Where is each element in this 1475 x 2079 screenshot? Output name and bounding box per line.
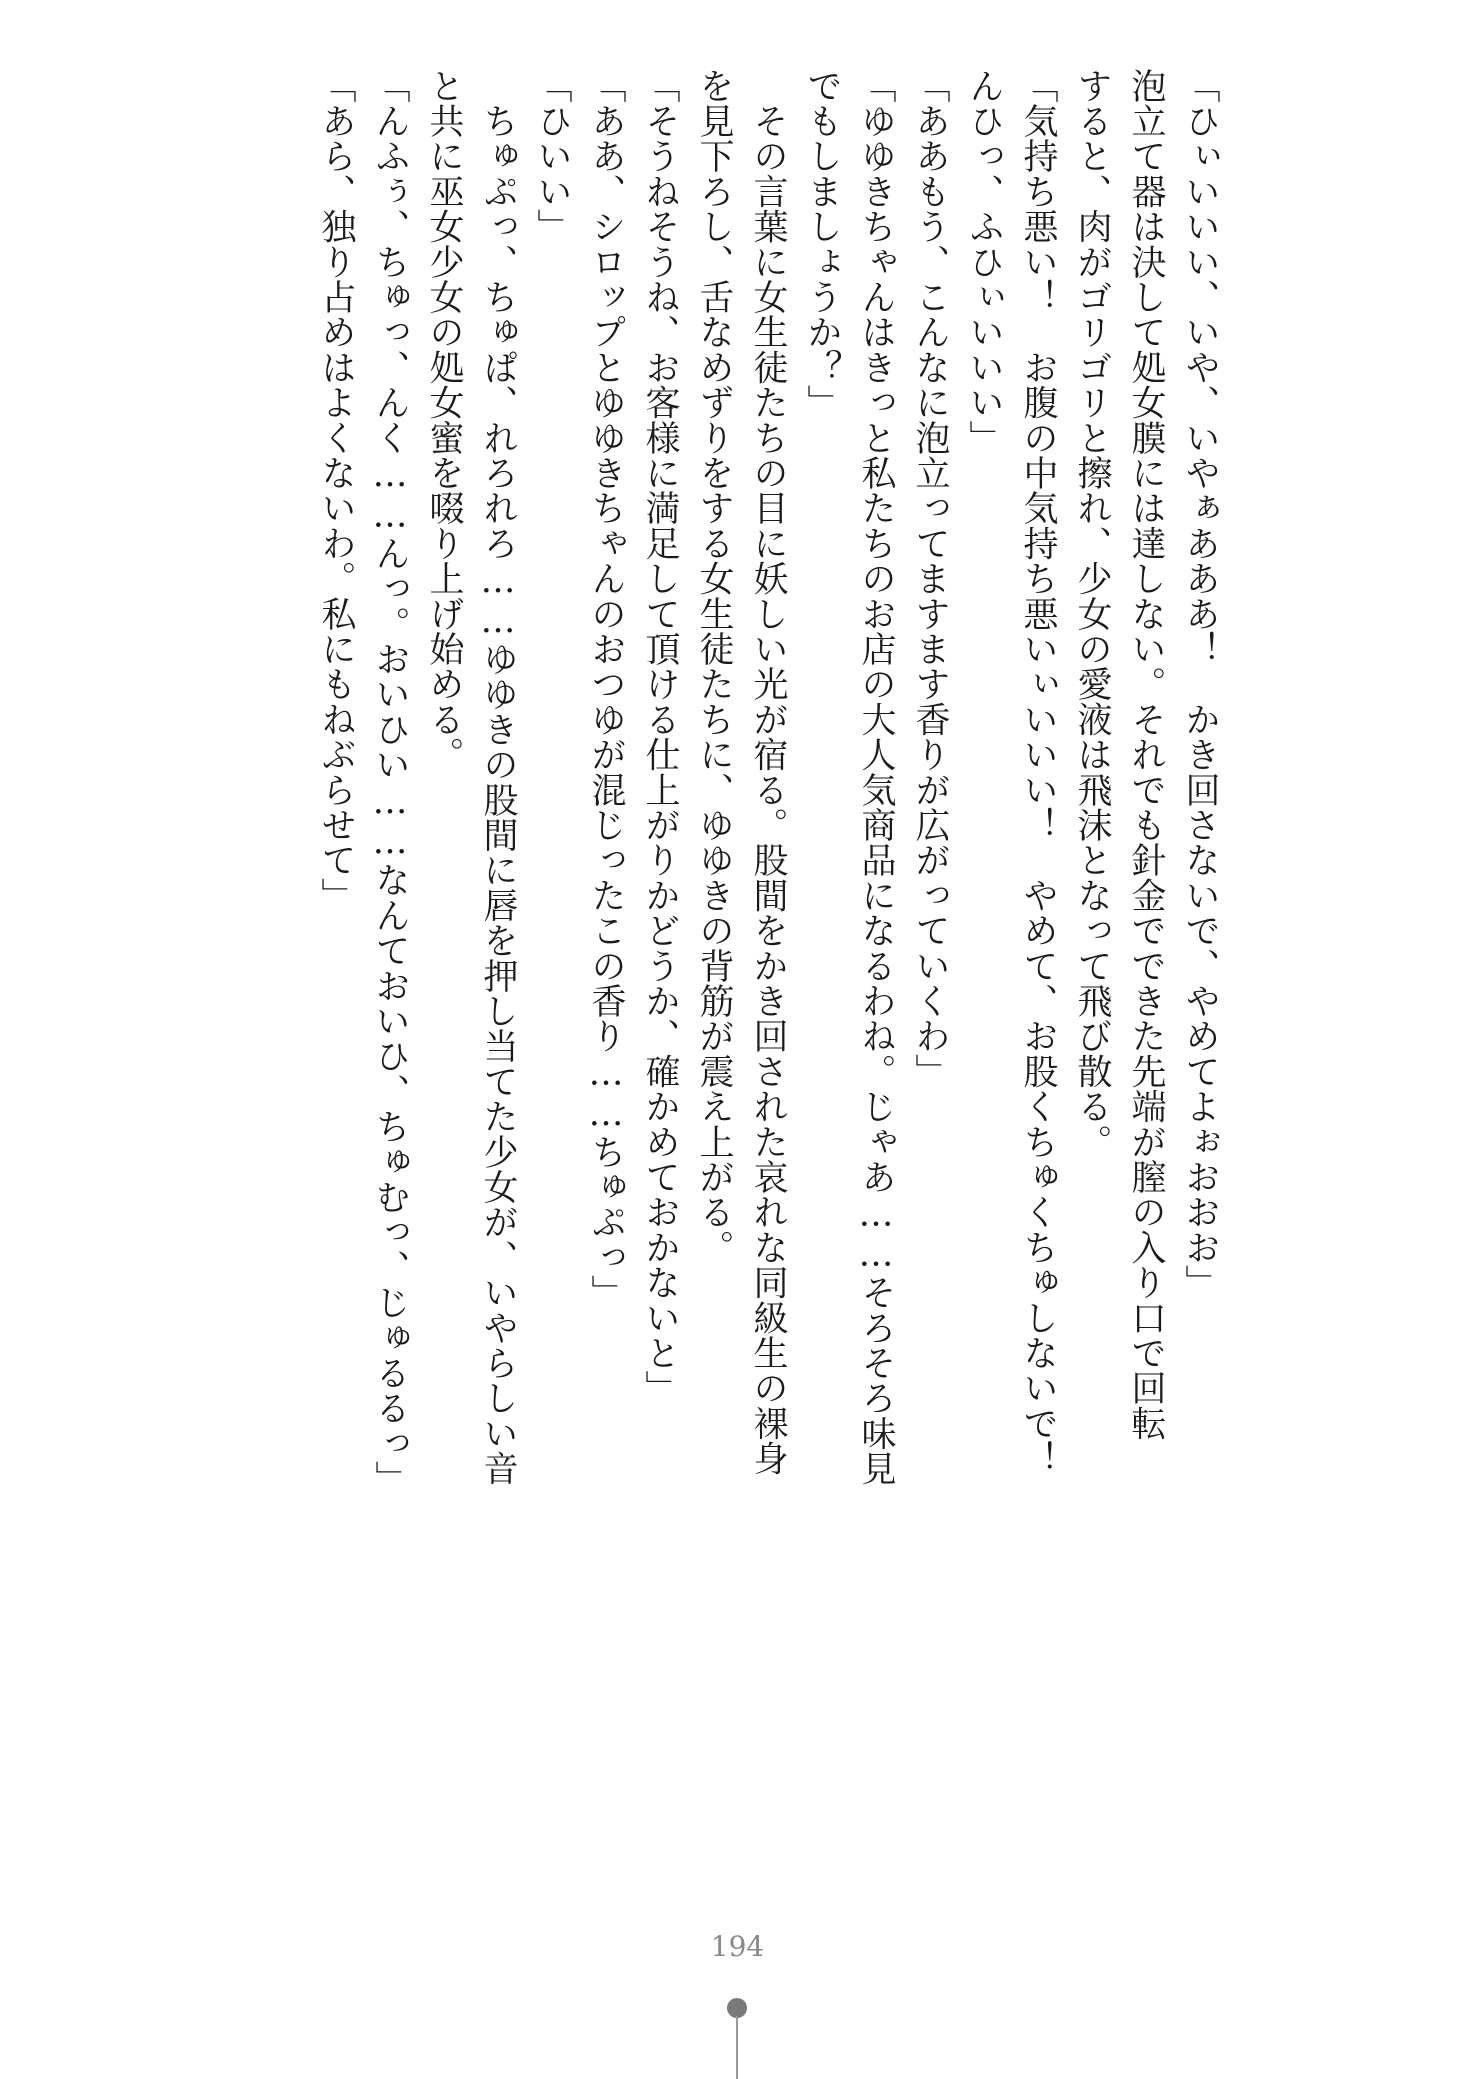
vertical-body-text: [309, 68, 1227, 1788]
text-line: すると、肉がゴリゴリと擦れ、少女の愛液は飛沫となって飛び散る。: [1072, 68, 1112, 1160]
text-line: 「ゆゆきちゃんはきっと私たちのお店の大人気商品になるわね。じゃあ……そろそろ味見: [856, 68, 896, 1486]
text-line: その言葉に女生徒たちの目に妖しい光が宿る。股間をかき回された哀れな同級生の裸身: [748, 68, 788, 1476]
text-line: と共に巫女少女の処女蜜を啜り上げ始める。: [424, 68, 464, 772]
page-ornament-line: [736, 2016, 738, 2079]
text-line: 「ああもう、こんなに泡立ってますます香りが広がっていくわ」: [910, 68, 950, 1089]
text-line: ちゅぷっ、ちゅぱ、れろれろ……ゆゆきの股間に唇を押し当てた少女が、いやらしい音: [478, 68, 518, 1486]
page-ornament-dot: [727, 1998, 747, 2018]
text-line: 「気持ち悪い！ お腹の中気持ち悪いぃいいい！ やめて、お股くちゅくちゅしないで！: [1018, 68, 1058, 1476]
text-line: でもしましょうか？」: [802, 68, 842, 420]
text-line: 「ああ、シロップとゆゆきちゃんのおつゆが混じったこの香り……ちゅぷっ」: [586, 68, 626, 1310]
text-line: 泡立て器は決して処女膜には達しない。それでも針金でできた先端が膣の入り口で回転: [1126, 68, 1166, 1441]
text-line: 「そうねそうね、お客様に満足して頂ける仕上がりかどうか、確かめておかないと」: [640, 68, 680, 1406]
text-line: んひっ、ふひぃいいい」: [964, 68, 1004, 456]
text-line: 「ひぃいいい、いや、いやぁあああ！ かき回さないで、やめてよぉおおお」: [1180, 68, 1220, 1300]
text-line: 「あら、独り占めはよくないわ。私にもねぶらせて」: [316, 68, 356, 913]
text-line: 「ひいい」: [532, 68, 572, 244]
text-line: 「んふぅ、ちゅっ、んく……んっ。おいひい……なんておいひ、ちゅむっ、じゅるるっ」: [370, 68, 410, 1496]
page-number: 194: [710, 1930, 765, 1963]
text-line: を見下ろし、舌なめずりをする女生徒たちに、ゆゆきの背筋が震え上がる。: [694, 68, 734, 1265]
